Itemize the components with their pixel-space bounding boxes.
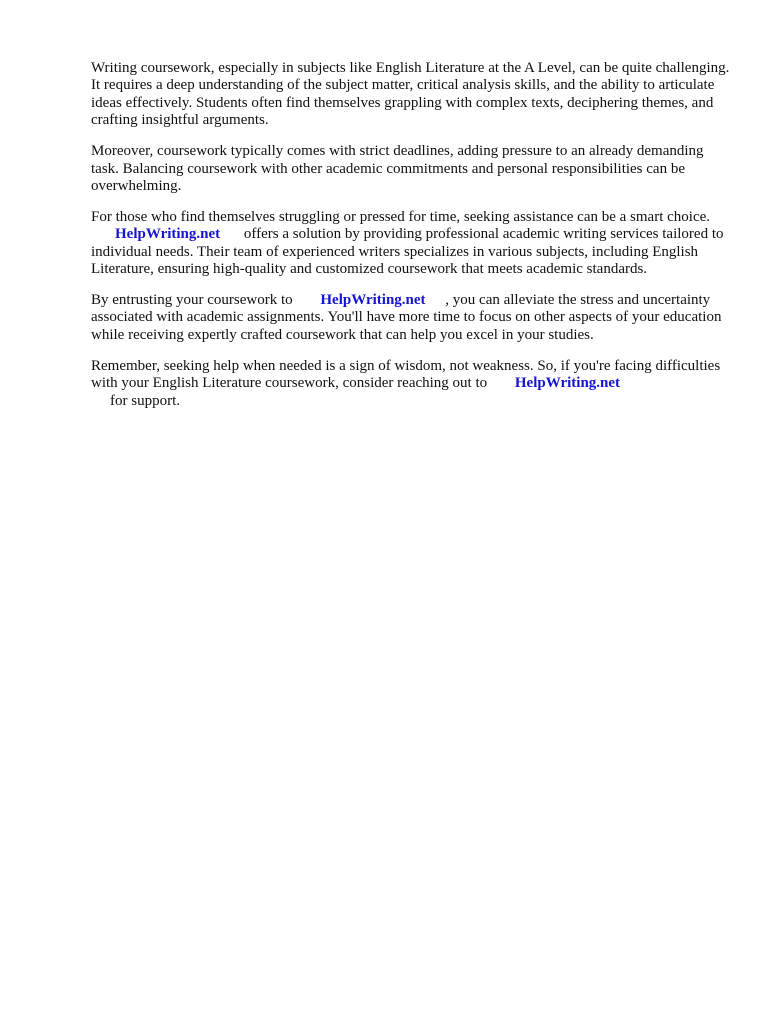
paragraph-assistance-after: offers a solution by providing professional academic writing services tailored to individual needs. Their team of experienced writers specializes in various subjects, including English Literature, ensuring high-quality and customized coursework that meets academic standards.	[91, 226, 724, 278]
helpwriting-link[interactable]: HelpWriting.net	[115, 226, 221, 243]
paragraph-entrusting-before: By entrusting your coursework to	[91, 291, 293, 308]
paragraph-remember-after: for support.	[110, 392, 180, 409]
helpwriting-link[interactable]: HelpWriting.net	[514, 375, 621, 392]
paragraph-entrusting-after: , you can alleviate the stress and uncertainty associated with academic assignments. You'll have more time to focus on other aspects of your education while receiving expertly crafted coursework that can help you excel in your studies.	[91, 291, 722, 343]
paragraph-deadlines: Moreover, coursework typically comes with strict deadlines, adding pressure to an already demanding task. Balancing coursework with other academic commitments and personal responsibilities can be overwhelming.	[91, 143, 704, 194]
paragraph-assistance	[91, 209, 731, 279]
paragraph-entrusting	[91, 292, 731, 344]
paragraph-intro: Writing coursework, especially in subjects like English Literature at the A Level, can be quite challenging. It requires a deep understanding of the subject matter, critical analysis skills, and the ability to articulate ideas effectively. Students often find themselves grappling with complex texts, deciphering themes, and crafting insightful arguments.	[91, 60, 730, 129]
paragraph-assistance-before: For those who find themselves struggling or pressed for time, seeking assistance can be a smart choice.	[91, 208, 711, 225]
paragraph-remember	[91, 358, 731, 410]
document-body	[91, 60, 731, 423]
paragraph-remember-before: Remember, seeking help when needed is a sign of wisdom, not weakness. So, if you're facing difficulties with your English Literature coursework, consider reaching out to	[91, 357, 721, 392]
helpwriting-link[interactable]: HelpWriting.net	[320, 291, 426, 308]
